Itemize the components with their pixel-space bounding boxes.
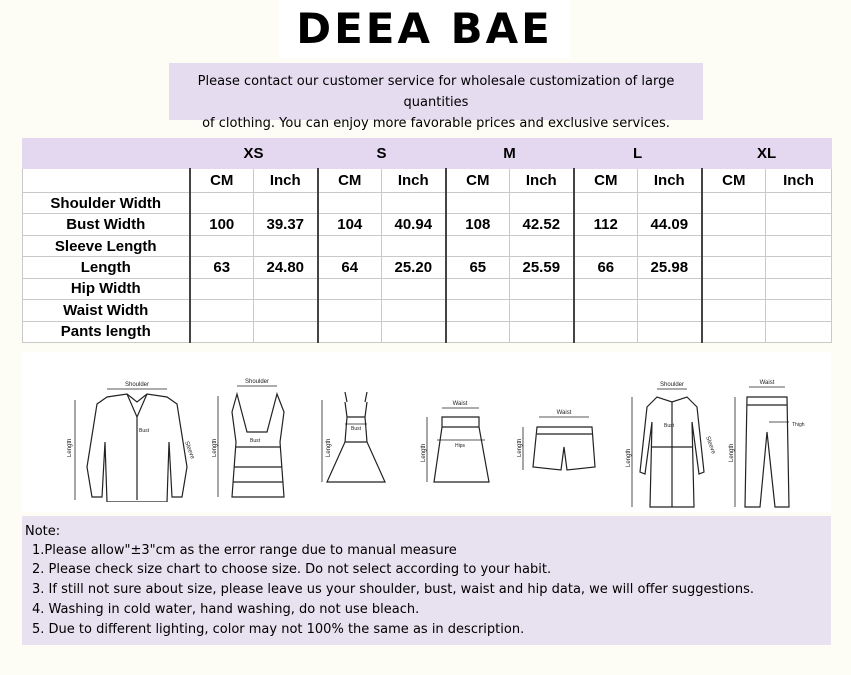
size-row xyxy=(23,235,832,256)
size-cell xyxy=(702,193,766,214)
length-label: Length xyxy=(326,438,332,457)
size-row xyxy=(23,257,832,278)
size-cell: 63 xyxy=(190,257,254,278)
size-cell xyxy=(702,278,766,299)
size-row xyxy=(23,321,832,342)
size-cell xyxy=(254,278,318,299)
size-cell xyxy=(254,321,318,342)
size-cell: 66 xyxy=(574,257,638,278)
length-label: Length xyxy=(212,438,218,457)
size-cell xyxy=(318,235,382,256)
size-cell xyxy=(510,321,574,342)
size-cell xyxy=(702,321,766,342)
size-cell xyxy=(574,300,638,321)
size-cell xyxy=(638,278,702,299)
size-cell xyxy=(318,278,382,299)
pants-diagram-icon xyxy=(727,372,822,512)
size-cell: 40.94 xyxy=(382,214,446,235)
note-item-5: 5. Due to different lighting, color may not 100% the same as in description. xyxy=(32,622,525,637)
size-cell xyxy=(574,278,638,299)
unit-cm: CM xyxy=(574,168,638,192)
unit-corner-cell xyxy=(23,168,190,192)
size-cell xyxy=(766,214,832,235)
bust-label: Bust xyxy=(250,438,261,444)
size-cell xyxy=(382,193,446,214)
size-cell xyxy=(766,278,832,299)
size-cell xyxy=(638,321,702,342)
shorts-diagram-icon xyxy=(517,372,607,502)
size-cell xyxy=(766,300,832,321)
size-header-l: L xyxy=(574,139,702,169)
shoulder-label: Shoulder xyxy=(659,382,685,388)
size-cell xyxy=(318,193,382,214)
size-cell xyxy=(190,278,254,299)
size-cell: 39.37 xyxy=(254,214,318,235)
size-cell xyxy=(446,235,510,256)
waist-label: Waist xyxy=(556,410,572,416)
waist-label: Waist xyxy=(452,401,468,407)
row-label: Shoulder Width xyxy=(23,193,190,214)
row-label: Waist Width xyxy=(23,300,190,321)
size-cell xyxy=(702,235,766,256)
size-cell xyxy=(702,214,766,235)
size-cell: 25.98 xyxy=(638,257,702,278)
note-item-2: 2. Please check size chart to choose size. Do not select according to your habit. xyxy=(32,562,552,577)
tank-top-diagram-icon xyxy=(212,372,302,502)
length-label: Length xyxy=(729,443,735,462)
size-cell xyxy=(574,321,638,342)
notice-line-1: Please contact our customer service for wholesale customization of large quantities xyxy=(197,74,675,110)
size-cell xyxy=(446,321,510,342)
size-cell xyxy=(382,235,446,256)
unit-cm: CM xyxy=(702,168,766,192)
size-cell xyxy=(766,235,832,256)
size-cell xyxy=(510,193,574,214)
size-cell: 25.59 xyxy=(510,257,574,278)
size-row xyxy=(23,278,832,299)
bust-label: Bust xyxy=(139,428,150,434)
size-cell xyxy=(382,321,446,342)
sleeve-label: Sleeve xyxy=(704,435,717,455)
unit-cm: CM xyxy=(190,168,254,192)
size-cell xyxy=(510,278,574,299)
size-cell xyxy=(766,257,832,278)
size-cell xyxy=(382,300,446,321)
notes-panel xyxy=(22,516,831,645)
shoulder-label: Shoulder xyxy=(124,382,150,388)
unit-inch: Inch xyxy=(382,168,446,192)
note-item-3: 3. If still not sure about size, please leave us your shoulder, bust, waist and hip data, we will offer suggestions. xyxy=(32,582,755,597)
logo-box xyxy=(279,0,570,58)
length-label: Length xyxy=(626,448,632,467)
size-header-xs: XS xyxy=(190,139,318,169)
size-cell xyxy=(190,321,254,342)
size-cell xyxy=(190,193,254,214)
sleeve-label: Sleeve xyxy=(183,440,196,460)
size-cell xyxy=(766,193,832,214)
size-header-xl: XL xyxy=(702,139,832,169)
note-item-1: 1.Please allow"±3"cm as the error range due to manual measure xyxy=(32,543,457,558)
size-cell xyxy=(574,193,638,214)
garment-diagrams xyxy=(22,352,831,512)
size-cell: 42.52 xyxy=(510,214,574,235)
size-cell xyxy=(446,300,510,321)
dress-diagram-icon xyxy=(317,372,387,502)
size-cell: 104 xyxy=(318,214,382,235)
unit-inch: Inch xyxy=(254,168,318,192)
thigh-label: Thigh xyxy=(792,422,805,428)
size-cell xyxy=(510,235,574,256)
size-header-m: M xyxy=(446,139,574,169)
size-cell xyxy=(638,235,702,256)
size-cell xyxy=(382,278,446,299)
skirt-diagram-icon xyxy=(417,372,502,502)
size-cell: 100 xyxy=(190,214,254,235)
unit-inch: Inch xyxy=(510,168,574,192)
size-header-row xyxy=(23,139,832,169)
size-row xyxy=(23,214,832,235)
size-cell xyxy=(766,321,832,342)
length-label: Length xyxy=(67,438,73,457)
unit-header-row xyxy=(23,168,832,192)
corner-cell xyxy=(23,139,190,169)
size-cell xyxy=(318,321,382,342)
size-cell: 44.09 xyxy=(638,214,702,235)
size-header-s: S xyxy=(318,139,446,169)
size-cell xyxy=(318,300,382,321)
unit-cm: CM xyxy=(446,168,510,192)
shirt-diagram-icon xyxy=(67,372,197,502)
size-row xyxy=(23,193,832,214)
row-label: Length xyxy=(23,257,190,278)
shoulder-label: Shoulder xyxy=(244,379,270,385)
brand-logo: DEEA BAE xyxy=(296,4,553,53)
note-item-4: 4. Washing in cold water, hand washing, do not use bleach. xyxy=(32,602,420,617)
row-label: Bust Width xyxy=(23,214,190,235)
size-cell xyxy=(702,300,766,321)
unit-cm: CM xyxy=(318,168,382,192)
size-cell xyxy=(638,300,702,321)
size-chart xyxy=(22,138,831,343)
bust-label: Bust xyxy=(351,426,362,432)
size-cell xyxy=(190,300,254,321)
size-row xyxy=(23,300,832,321)
length-label: Length xyxy=(421,443,427,462)
size-cell xyxy=(638,193,702,214)
unit-inch: Inch xyxy=(766,168,832,192)
size-cell: 108 xyxy=(446,214,510,235)
size-cell xyxy=(446,278,510,299)
size-cell xyxy=(254,235,318,256)
size-cell: 112 xyxy=(574,214,638,235)
size-cell xyxy=(254,193,318,214)
row-label: Hip Width xyxy=(23,278,190,299)
waist-label: Waist xyxy=(759,380,775,386)
row-label: Sleeve Length xyxy=(23,235,190,256)
size-cell xyxy=(254,300,318,321)
row-label: Pants length xyxy=(23,321,190,342)
size-cell: 24.80 xyxy=(254,257,318,278)
length-label: Length xyxy=(517,438,523,457)
size-cell xyxy=(574,235,638,256)
size-cell: 25.20 xyxy=(382,257,446,278)
unit-inch: Inch xyxy=(638,168,702,192)
size-cell: 65 xyxy=(446,257,510,278)
size-cell xyxy=(190,235,254,256)
size-cell: 64 xyxy=(318,257,382,278)
bust-label: Bust xyxy=(664,423,675,429)
notes-title: Note: xyxy=(25,524,61,539)
wholesale-notice xyxy=(169,63,703,131)
size-cell xyxy=(446,193,510,214)
size-cell xyxy=(510,300,574,321)
size-cell xyxy=(702,257,766,278)
hips-label: Hips xyxy=(455,443,466,449)
coat-diagram-icon xyxy=(622,372,717,512)
notice-line-2: of clothing. You can enjoy more favorable prices and exclusive services. xyxy=(202,116,670,131)
